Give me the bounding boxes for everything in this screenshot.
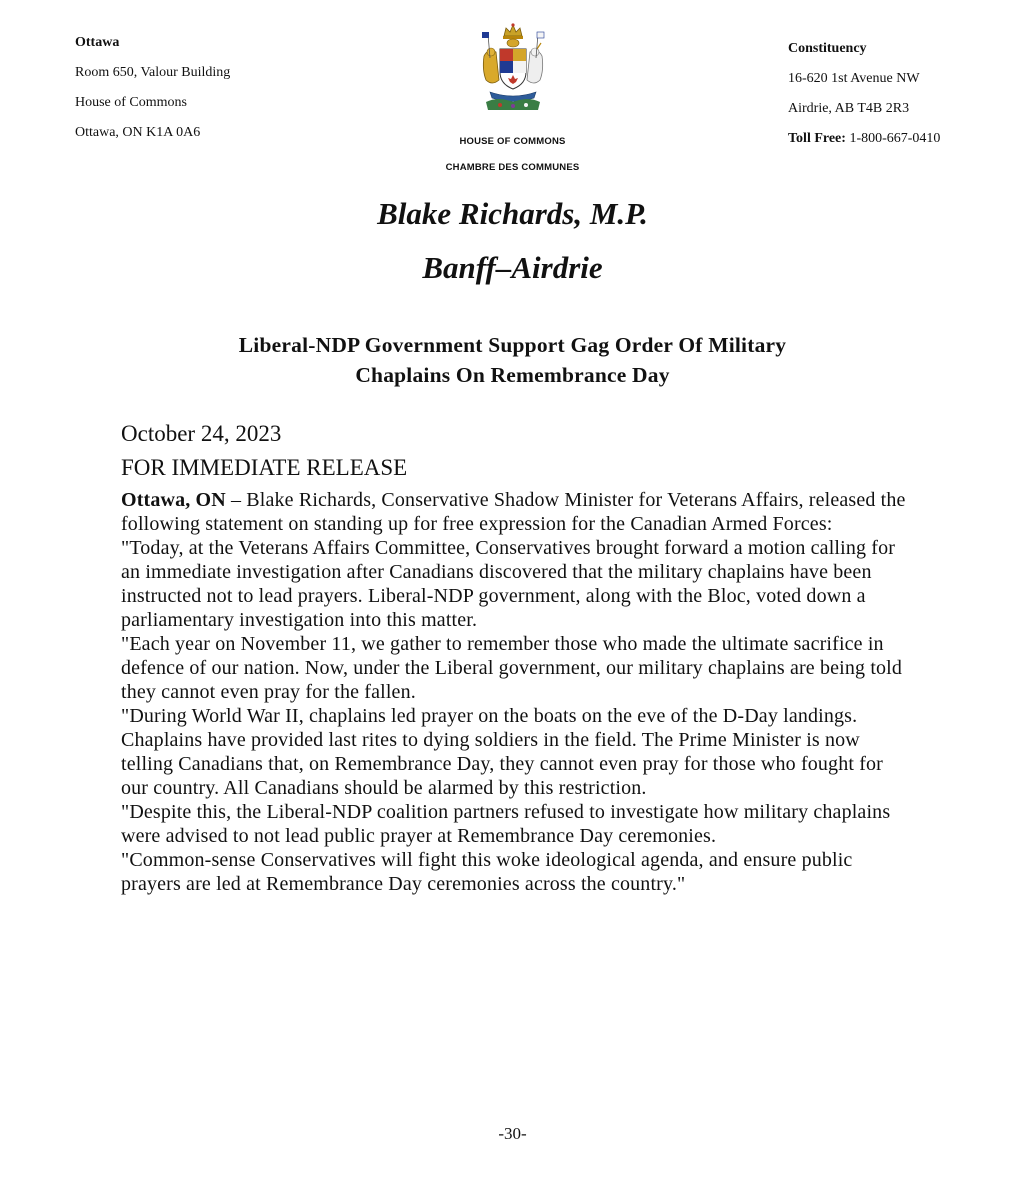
intro-paragraph bbox=[121, 488, 911, 536]
toll-free-label: Toll Free: bbox=[788, 131, 846, 146]
constituency-address-line-1: 16-620 1st Avenue NW bbox=[788, 71, 920, 86]
mp-name: Blake Richards, M.P. bbox=[377, 196, 648, 231]
ottawa-label: Ottawa bbox=[75, 35, 120, 50]
dateline: Ottawa, ON bbox=[121, 489, 226, 511]
constituency-address-block bbox=[788, 34, 940, 154]
body-paragraph: "Common-sense Conservatives will fight this woke ideological agenda, and ensure public prayers are led at Remembrance Day ceremonies across the country." bbox=[121, 849, 853, 895]
intro-text: – Blake Richards, Conservative Shadow Minister for Veterans Affairs, released the following statement on standing up for free expression for the Canadian Armed Forces: bbox=[121, 489, 906, 535]
immediate-release-tag: FOR IMMEDIATE RELEASE bbox=[121, 455, 408, 480]
end-mark: -30- bbox=[498, 1124, 527, 1143]
headline-line-2: Chaplains On Remembrance Day bbox=[355, 363, 670, 387]
body-paragraph: "During World War II, chaplains led prayer on the boats on the eve of the D-Day landings. Chaplains have provided last rites to dying soldiers in the field. The Prime Minister is now telling Canadians that, on Remembrance Day, they cannot even pray for those who fought for our country. All Canadians should be alarmed by this restriction. bbox=[121, 705, 883, 799]
toll-free-line bbox=[788, 124, 940, 154]
riding-name: Banff–Airdrie bbox=[422, 250, 603, 285]
house-of-commons-label: HOUSE OF COMMONS bbox=[459, 136, 566, 147]
coat-of-arms-icon bbox=[478, 22, 548, 112]
toll-free-number: 1-800-667-0410 bbox=[849, 131, 941, 146]
ottawa-address-line-3: Ottawa, ON K1A 0A6 bbox=[75, 125, 201, 140]
chambre-des-communes-label: CHAMBRE DES COMMUNES bbox=[445, 162, 580, 173]
body-paragraph: "Despite this, the Liberal-NDP coalition partners refused to investigate how military chaplains were advised to not lead public prayer at Remembrance Day ceremonies. bbox=[121, 801, 891, 847]
constituency-label: Constituency bbox=[788, 41, 867, 56]
headline-line-1: Liberal-NDP Government Support Gag Order Of Military bbox=[238, 333, 787, 357]
ottawa-address-line-1: Room 650, Valour Building bbox=[75, 65, 231, 80]
body-paragraph: "Today, at the Veterans Affairs Committee, Conservatives brought forward a motion calling for an immediate investigation after Canadians discovered that the military chaplains have been instructed not to lead prayers. Liberal-NDP government, along with the Bloc, voted down a parliamentary investigation into this matter. bbox=[121, 537, 896, 631]
release-headline bbox=[100, 330, 925, 390]
constituency-address-line-2: Airdrie, AB T4B 2R3 bbox=[788, 101, 910, 116]
body-paragraph: "Each year on November 11, we gather to remember those who made the ultimate sacrifice in defence of our nation. Now, under the Liberal government, our military chaplains are being told they cannot even pray for the fallen. bbox=[121, 633, 903, 703]
release-date: October 24, 2023 bbox=[121, 421, 282, 446]
release-body bbox=[121, 488, 911, 896]
ottawa-address-block bbox=[75, 28, 230, 148]
ottawa-address-line-2: House of Commons bbox=[75, 95, 187, 110]
